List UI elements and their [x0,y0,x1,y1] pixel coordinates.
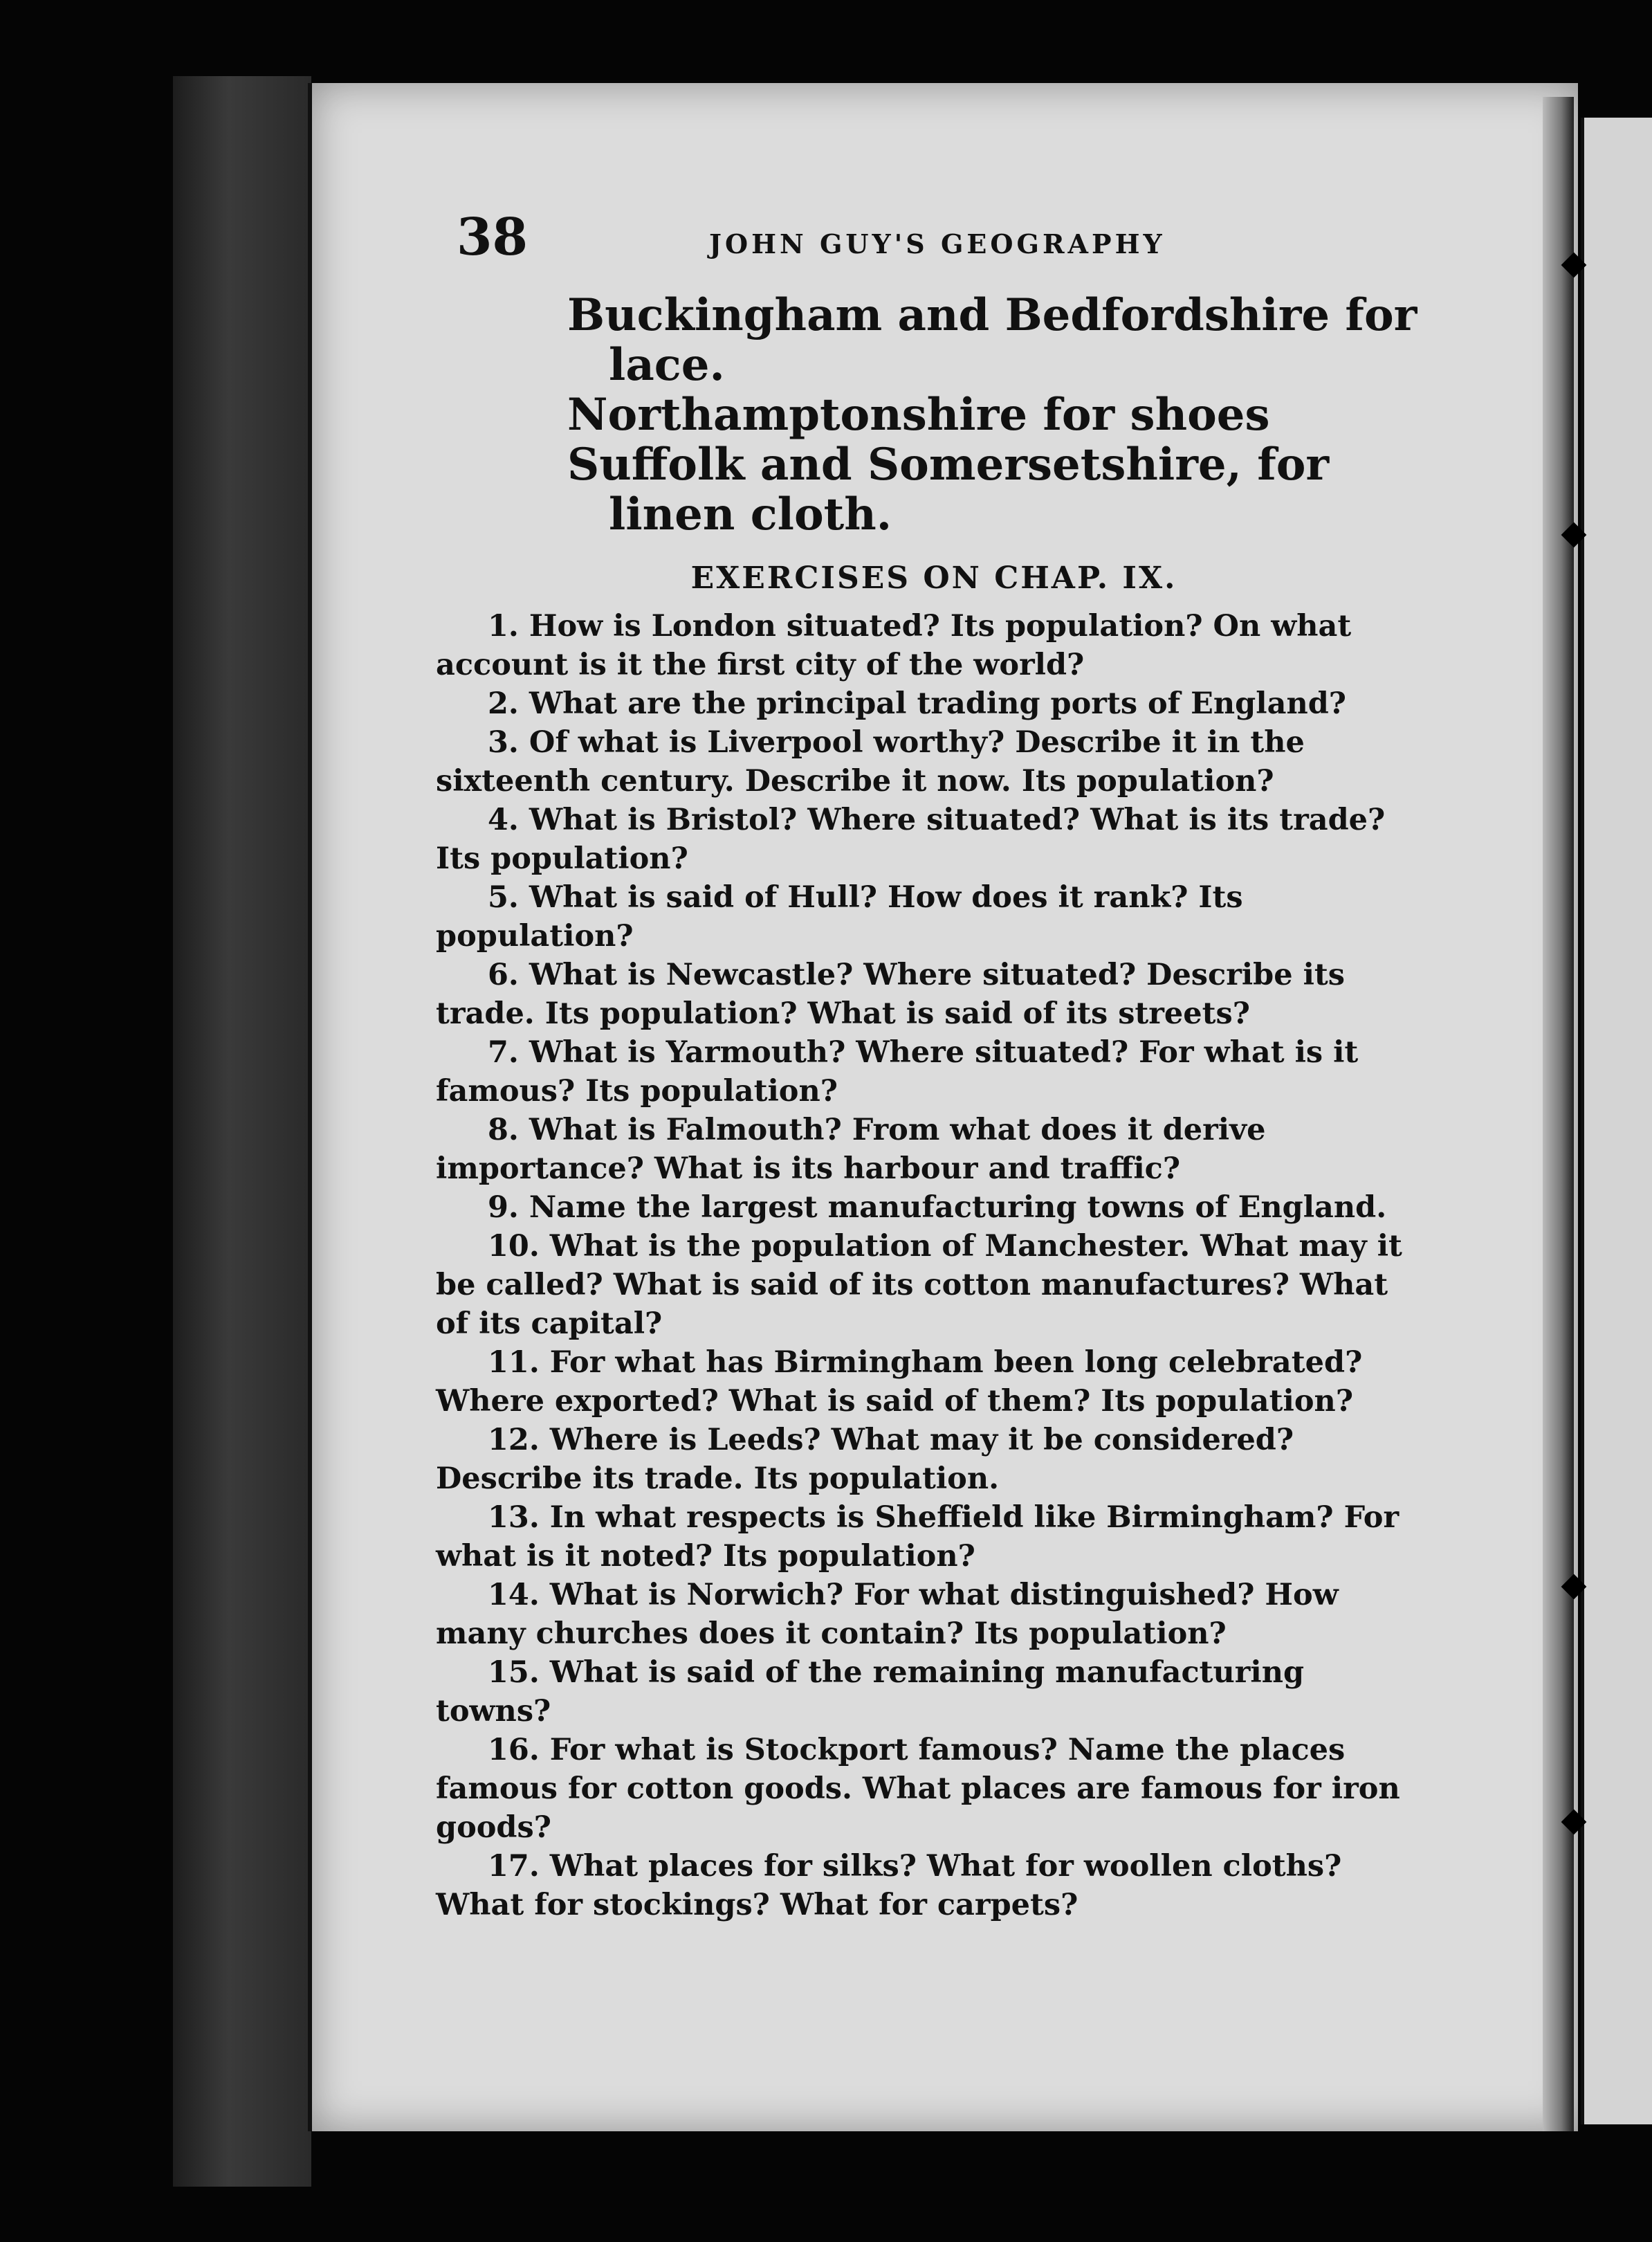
exercise-item: 11. For what has Birmingham been long celebrated? Where exported? What is said of them? Its population? [436,1345,1363,1419]
exercise-item: 9. Name the largest manufacturing towns of England. [488,1190,1387,1225]
book-cover-edge [173,76,311,2187]
exercise-item: 17. What places for silks? What for woollen cloths? What for stockings? What for carpets? [436,1849,1342,1922]
exercise-item: 6. What is Newcastle? Where situated? Describe its trade. Its population? What is said of its streets? [436,958,1345,1031]
exercise-item: 13. In what respects is Sheffield like Birmingham? For what is it noted? Its population? [436,1500,1399,1574]
page-number: 38 [457,208,528,267]
product-line: Northamptonshire for shoes [567,389,1270,441]
exercise-item: 10. What is the population of Manchester. What may it be called? What is said of its cotton manufactures? What of its capital? [436,1229,1402,1341]
exercise-item: 16. For what is Stockport famous? Name the places famous for cotton goods. What places are famous for iron goods? [436,1733,1400,1845]
exercise-item: 3. Of what is Liverpool worthy? Describe it in the sixteenth century. Describe it now. Its population? [436,725,1305,799]
exercise-item: 12. Where is Leeds? What may it be considered? Describe its trade. Its population. [436,1423,1294,1496]
facing-page-edge [1581,118,1652,2124]
product-line: Buckingham and Bedfordshire for lace. [567,289,1417,391]
exercise-item: 4. What is Bristol? Where situated? What is its trade? Its population? [436,803,1386,876]
exercise-item: 1. How is London situated? Its population? On what account is it the first city of the world? [436,609,1352,682]
exercise-item: 2. What are the principal trading ports of England? [488,686,1346,721]
exercise-item: 5. What is said of Hull? How does it rank? Its population? [436,880,1243,954]
exercise-item: 7. What is Yarmouth? Where situated? For what is it famous? Its population? [436,1035,1359,1109]
page-content [415,291,1425,1924]
running-head: JOHN GUY'S GEOGRAPHY [709,228,1166,259]
exercise-item: 8. What is Falmouth? From what does it derive importance? What is its harbour and traffic? [436,1113,1266,1186]
exercise-item: 15. What is said of the remaining manufacturing towns? [436,1655,1305,1729]
product-line: Suffolk and Somersetshire, for linen cloth. [567,439,1330,540]
exercise-item: 14. What is Norwich? For what distinguished? How many churches does it contain? Its population? [436,1578,1339,1651]
section-heading: EXERCISES ON CHAP. IX. [690,560,1177,596]
